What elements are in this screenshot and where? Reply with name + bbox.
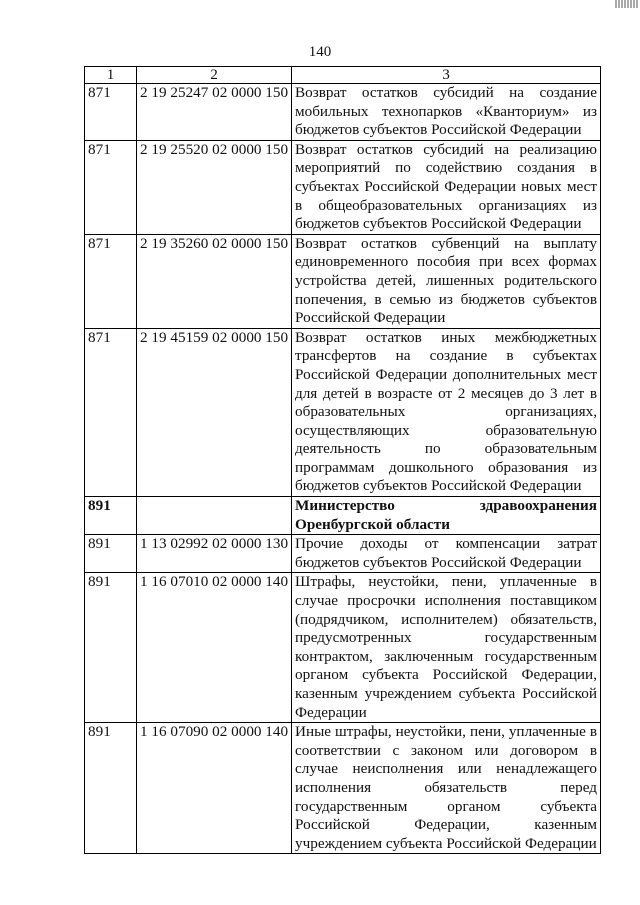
table-header-row bbox=[85, 67, 601, 84]
budget-code-cell: 2 19 45159 02 0000 150 bbox=[137, 328, 292, 496]
table-row bbox=[85, 535, 601, 573]
admin-code-cell: 871 bbox=[85, 328, 137, 496]
column-header-admin: 1 bbox=[85, 67, 137, 84]
description-cell: Возврат остатков иных межбюджетных трансфертов на создание в субъектах Российской Федерации дополнительных мест для детей в возрасте от 2 месяцев до 3 лет в образовательных организациях, осуществляющих образовательную деятельность по образовательным программам дошкольного образования из бюджетов субъектов Российской Федерации bbox=[292, 328, 601, 496]
budget-code-cell: 1 16 07090 02 0000 140 bbox=[137, 723, 292, 854]
budget-code-cell bbox=[137, 497, 292, 535]
table-row bbox=[85, 328, 601, 496]
admin-code-cell: 871 bbox=[85, 140, 137, 234]
admin-code-cell: 871 bbox=[85, 234, 137, 328]
budget-code-cell: 1 16 07010 02 0000 140 bbox=[137, 573, 292, 723]
description-cell: Возврат остатков субсидий на создание мобильных технопарков «Кванториум» из бюджетов субъектов Российской Федерации bbox=[292, 84, 601, 141]
table-row bbox=[85, 140, 601, 234]
description-cell: Прочие доходы от компенсации затрат бюджетов субъектов Российской Федерации bbox=[292, 535, 601, 573]
ministry-name-cell: Министерство здравоохранения Оренбургской области bbox=[292, 497, 601, 535]
table-row bbox=[85, 573, 601, 723]
table-row bbox=[85, 234, 601, 328]
section-header-row bbox=[85, 497, 601, 535]
budget-code-cell: 2 19 25520 02 0000 150 bbox=[137, 140, 292, 234]
description-cell: Возврат остатков субсидий на реализацию мероприятий по содействию создания в субъектах Российской Федерации новых мест в общеобразовательных организациях из бюджетов субъектов Российской Федерации bbox=[292, 140, 601, 234]
column-header-kbk: 2 bbox=[137, 67, 292, 84]
budget-code-cell: 2 19 25247 02 0000 150 bbox=[137, 84, 292, 141]
admin-code-cell: 871 bbox=[85, 84, 137, 141]
revenue-codes-table bbox=[84, 66, 601, 854]
admin-code-cell: 891 bbox=[85, 573, 137, 723]
column-header-description: 3 bbox=[292, 67, 601, 84]
budget-code-cell: 2 19 35260 02 0000 150 bbox=[137, 234, 292, 328]
table-row bbox=[85, 84, 601, 141]
budget-code-cell: 1 13 02992 02 0000 130 bbox=[137, 535, 292, 573]
description-cell: Возврат остатков субвенций на выплату единовременного пособия при всех формах устройства детей, лишенных родительского попечения, в семью из бюджетов субъектов Российской Федерации bbox=[292, 234, 601, 328]
admin-code-cell: 891 bbox=[85, 535, 137, 573]
page-number: 140 bbox=[308, 44, 332, 60]
scan-corner-mark bbox=[614, 0, 640, 10]
description-cell: Иные штрафы, неустойки, пени, уплаченные в соответствии с законом или договором в случае неисполнения или ненадлежащего исполнения обязательств перед государственным органом субъекта Российской Федерации, казенным учреждением субъекта Российской Федерации bbox=[292, 723, 601, 854]
admin-code-cell: 891 bbox=[85, 723, 137, 854]
admin-code-cell: 891 bbox=[85, 497, 137, 535]
table-row bbox=[85, 723, 601, 854]
description-cell: Штрафы, неустойки, пени, уплаченные в случае просрочки исполнения поставщиком (подрядчиком, исполнителем) обязательств, предусмотренных государственным контрактом, заключенным государственным органом субъекта Российской Федерации, казенным учреждением субъекта Российской Федерации bbox=[292, 573, 601, 723]
